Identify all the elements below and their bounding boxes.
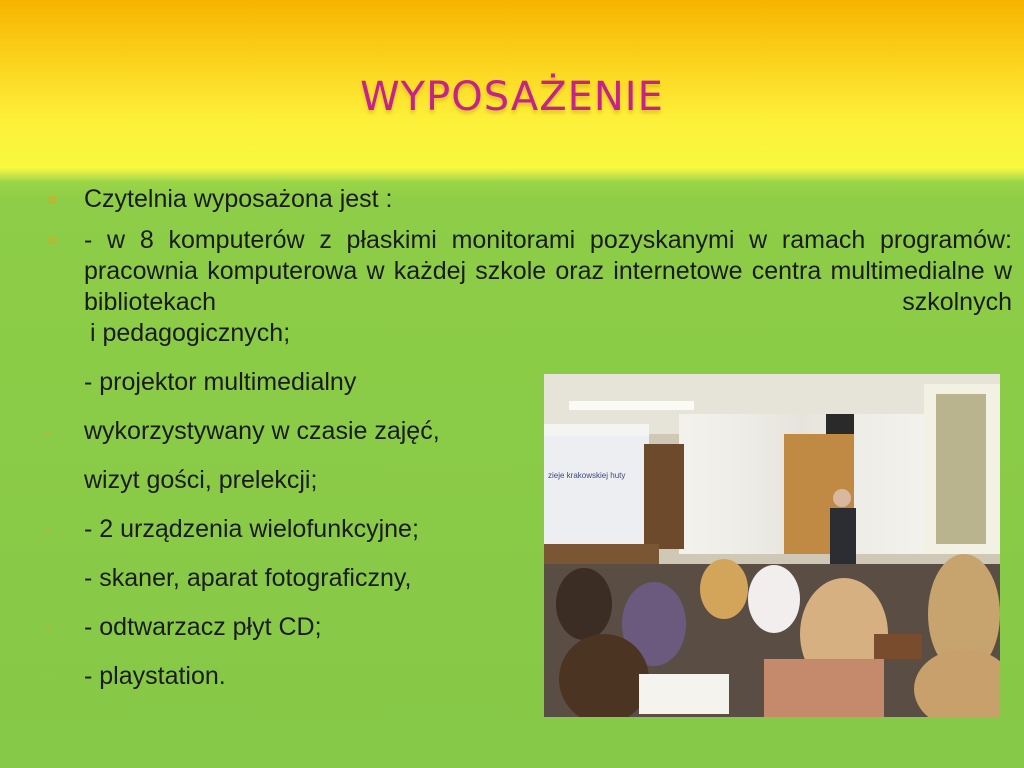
bullet-marker-icon: ¤ — [48, 190, 58, 209]
list-item-text: - skaner, aparat fotograficzny, — [84, 564, 412, 592]
screen-caption: zieje krakowskiej huty — [548, 471, 626, 480]
list-item-text: wizyt gości, prelekcji; — [84, 466, 318, 494]
list-item-text: - w 8 komputerów z płaskimi monitorami pozyskanymi w ramach programów: pracownia komputerowa w każdej szkole oraz internetowe centra multimedialne w bibliotekach szkolnych — [84, 226, 1012, 316]
bullet-marker-icon: - — [46, 521, 51, 537]
slide-title: WYPOSAŻENIE — [360, 74, 664, 120]
list-item — [46, 184, 1012, 215]
list-item-text: - projektor multimedialny — [84, 368, 357, 396]
bullet-marker-icon: ¤ — [48, 231, 58, 250]
bullet-marker-icon: - — [46, 472, 51, 488]
bullet-marker-icon: - — [46, 668, 51, 684]
bullet-marker-icon: - — [46, 619, 51, 635]
list-item — [46, 225, 1012, 349]
list-item-text: Czytelnia wyposażona jest : — [84, 185, 393, 213]
classroom-photo — [544, 374, 1000, 717]
list-item-text: - playstation. — [84, 662, 226, 690]
list-item-text: - 2 urządzenia wielofunkcyjne; — [84, 515, 419, 543]
bullet-marker-icon: - — [46, 423, 51, 439]
list-item-continuation: i pedagogicznych; — [90, 319, 291, 347]
list-item-text: - odtwarzacz płyt CD; — [84, 613, 322, 641]
bullet-marker-icon: - — [46, 374, 51, 390]
list-item-text: wykorzystywany w czasie zajęć, — [84, 417, 440, 445]
bullet-marker-icon: - — [46, 570, 51, 586]
